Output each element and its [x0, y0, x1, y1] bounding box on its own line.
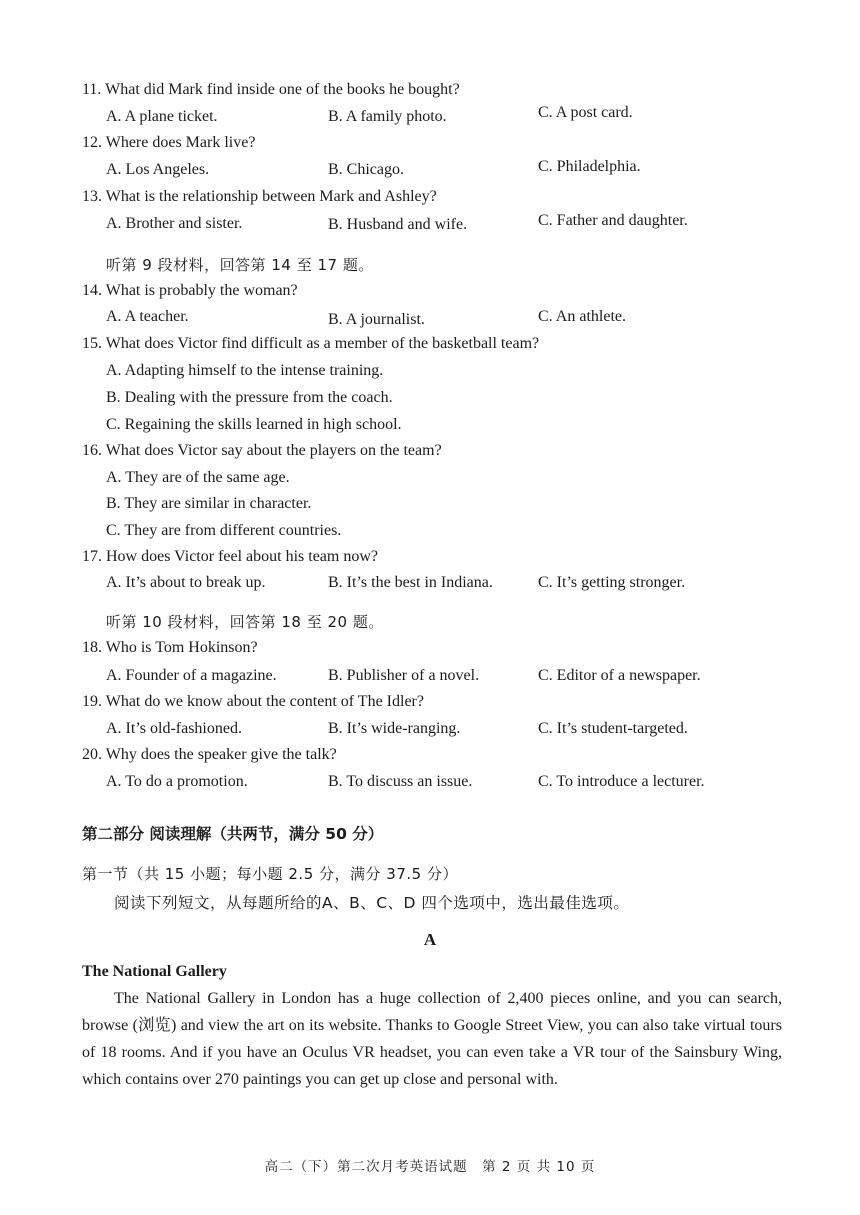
material-9-heading: 听第 9 段材料，回答第 14 至 17 题。	[106, 256, 374, 274]
question-20-option-b: B. To discuss an issue.	[328, 773, 473, 790]
question-11-stem: 11. What did Mark find inside one of the books he bought?	[82, 81, 460, 98]
question-18-option-b: B. Publisher of a novel.	[328, 667, 480, 684]
material-10-heading: 听第 10 段材料，回答第 18 至 20 题。	[106, 613, 384, 631]
passage-paragraph: The National Gallery in London has a huge collection of 2,400 pieces online, and you can search, browse (浏览) and view the art on its website. Thanks to Google Street View, you can also take virtual tours of 18 rooms. And if you have an Oculus VR headset, you can even take a VR tour of the Sainsbury Wing, which contains over 270 paintings you can get up close and personal with.	[82, 990, 782, 1088]
question-19-option-a: A. It’s old-fashioned.	[106, 720, 242, 737]
question-13-option-c: C. Father and daughter.	[538, 212, 688, 229]
question-17-option-c: C. It’s getting stronger.	[538, 574, 686, 591]
question-11-option-b: B. A family photo.	[328, 108, 447, 125]
question-11-option-a: A. A plane ticket.	[106, 108, 218, 125]
question-17-stem: 17. How does Victor feel about his team now?	[82, 548, 379, 565]
page-footer: 高二（下）第二次月考英语试题 第 2 页 共 10 页	[264, 1159, 596, 1175]
question-20-stem: 20. Why does the speaker give the talk?	[82, 746, 337, 763]
question-17-option-b: B. It’s the best in Indiana.	[328, 574, 493, 591]
question-19-option-b: B. It’s wide-ranging.	[328, 720, 461, 737]
question-12-option-b: B. Chicago.	[328, 161, 404, 178]
question-12-option-a: A. Los Angeles.	[106, 161, 210, 178]
question-20-option-a: A. To do a promotion.	[106, 773, 248, 790]
question-17-option-a: A. It’s about to break up.	[106, 574, 266, 591]
question-15-option-b: B. Dealing with the pressure from the coach.	[106, 389, 393, 406]
question-16-stem: 16. What does Victor say about the players on the team?	[82, 442, 442, 459]
section-1-heading: 第一节（共 15 小题；每小题 2.5 分，满分 37.5 分）	[82, 865, 458, 883]
question-14-option-c: C. An athlete.	[538, 308, 626, 325]
question-12-stem: 12. Where does Mark live?	[82, 134, 256, 151]
question-12-option-c: C. Philadelphia.	[538, 158, 641, 175]
question-15-option-a: A. Adapting himself to the intense training.	[106, 362, 384, 379]
question-18-option-c: C. Editor of a newspaper.	[538, 667, 701, 684]
passage-title: The National Gallery	[82, 963, 227, 980]
question-13-stem: 13. What is the relationship between Mark and Ashley?	[82, 188, 437, 205]
question-11-option-c: C. A post card.	[538, 104, 633, 121]
question-19-stem: 19. What do we know about the content of The Idler?	[82, 693, 424, 710]
question-16-option-a: A. They are of the same age.	[106, 469, 290, 486]
question-16-option-c: C. They are from different countries.	[106, 522, 342, 539]
question-18-option-a: A. Founder of a magazine.	[106, 667, 277, 684]
question-20-option-c: C. To introduce a lecturer.	[538, 773, 705, 790]
question-16-option-b: B. They are similar in character.	[106, 495, 312, 512]
question-14-option-b: B. A journalist.	[328, 311, 425, 328]
question-19-option-c: C. It’s student-targeted.	[538, 720, 688, 737]
question-13-option-b: B. Husband and wife.	[328, 216, 468, 233]
question-15-option-c: C. Regaining the skills learned in high school.	[106, 416, 402, 433]
passage-letter: A	[423, 930, 437, 949]
question-14-stem: 14. What is probably the woman?	[82, 282, 298, 299]
question-18-stem: 18. Who is Tom Hokinson?	[82, 639, 258, 656]
question-15-stem: 15. What does Victor find difficult as a member of the basketball team?	[82, 335, 540, 352]
reading-instructions: 阅读下列短文，从每题所给的A、B、C、D 四个选项中，选出最佳选项。	[114, 894, 630, 912]
question-14-option-a: A. A teacher.	[106, 308, 189, 325]
question-13-option-a: A. Brother and sister.	[106, 215, 243, 232]
part-2-heading: 第二部分 阅读理解（共两节，满分 50 分）	[82, 825, 384, 843]
